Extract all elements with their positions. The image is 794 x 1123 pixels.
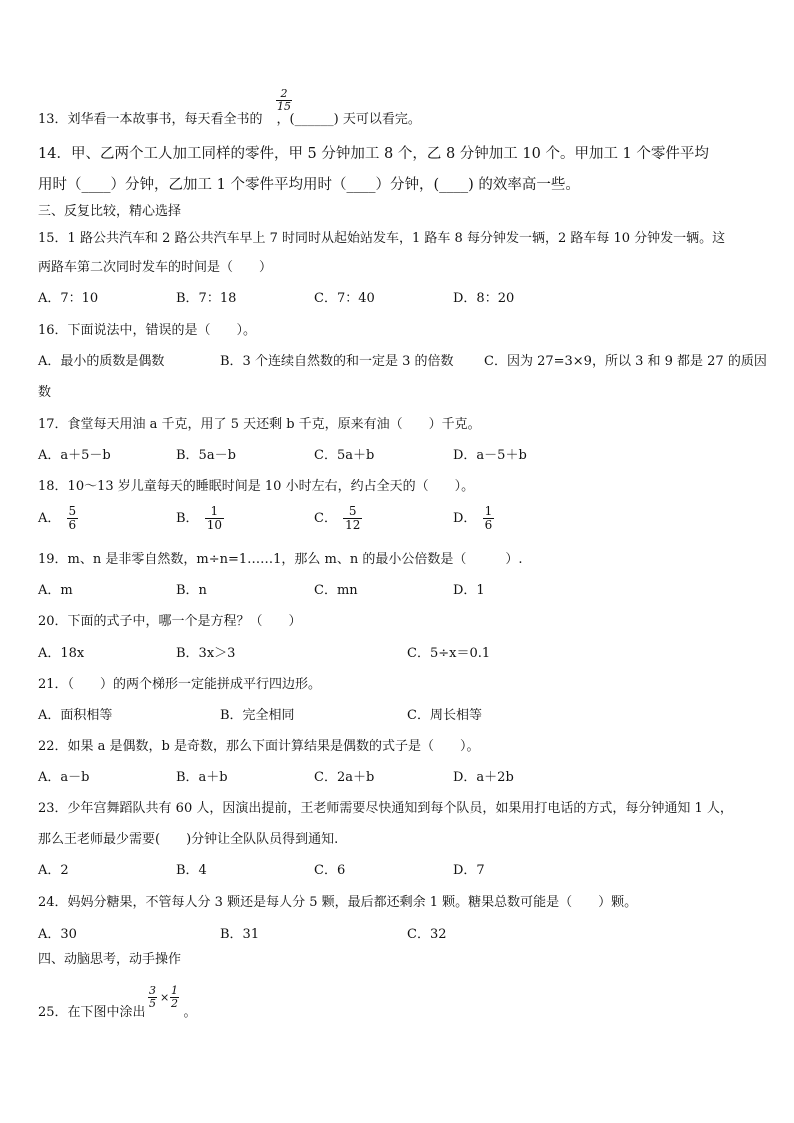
q18-option-a-label: A． [38, 511, 61, 526]
q13-fraction [276, 88, 292, 113]
fraction-denominator: 6 [484, 518, 493, 532]
q17-option-d[interactable]: D．a－5＋b [453, 448, 527, 463]
q19-option-a[interactable]: A．m [38, 583, 73, 598]
q17-option-a[interactable]: A．a＋5－b [38, 448, 111, 463]
question-23-line1: 23．少年宫舞蹈队共有 60 人，因演出提前，王老师需要尽快通知到每个队员，如果用打电话的方式，每分钟通知 1 人， [38, 801, 733, 816]
question-14-line1: 14．甲、乙两个工人加工同样的零件，甲 5 分钟加工 8 个，乙 8 分钟加工 10 个。甲加工 1 个零件平均 [38, 146, 709, 162]
q18-option-b-fraction [205, 505, 224, 532]
q23-option-a[interactable]: A．2 [38, 863, 69, 878]
q18-option-a[interactable] [38, 505, 80, 532]
q20-option-b[interactable]: B．3x＞3 [176, 646, 236, 661]
q24-option-a[interactable]: A．30 [38, 927, 77, 942]
q22-option-c[interactable]: C．2a＋b [314, 770, 375, 785]
q25-fraction-2-numerator: 1 [171, 984, 178, 997]
q15-option-d[interactable]: D．8：20 [453, 291, 515, 306]
fraction-numerator: 1 [484, 504, 493, 518]
fraction-denominator: 10 [206, 518, 222, 532]
q16-option-a[interactable]: A．最小的质数是偶数 [38, 354, 165, 369]
question-25-stem [38, 1004, 197, 1022]
question-16-stem: 16．下面说法中，错误的是（ ）。 [38, 323, 257, 338]
q19-option-c[interactable]: C．mn [314, 583, 358, 598]
q25-times-sign: × [160, 991, 170, 1004]
q18-option-a-fraction [67, 505, 79, 532]
question-14-line2: 用时（____）分钟，乙加工 1 个零件平均用时（____）分钟，(____) 的效率高一些。 [38, 177, 580, 193]
q13-fraction-numerator: 2 [280, 87, 288, 100]
q20-option-a[interactable]: A．18x [38, 646, 85, 661]
q18-option-d[interactable] [453, 505, 496, 532]
q18-option-d-label: D． [453, 511, 477, 526]
q17-option-c[interactable]: C．5a＋b [314, 448, 375, 463]
q15-option-c[interactable]: C．7：40 [314, 291, 375, 306]
q22-option-a[interactable]: A．a－b [38, 770, 90, 785]
q18-option-b-label: B． [176, 511, 199, 526]
q19-option-b[interactable]: B．n [176, 583, 207, 598]
section-3-heading: 三、反复比较，精心选择 [38, 204, 182, 219]
q25-fraction-2-denominator: 2 [171, 997, 178, 1010]
q15-option-b[interactable]: B．7：18 [176, 291, 237, 306]
q18-option-c-fraction [343, 505, 362, 532]
question-20-stem: 20．下面的式子中，哪一个是方程？（ ） [38, 614, 302, 629]
q23-option-c[interactable]: C．6 [314, 863, 346, 878]
q24-option-b[interactable]: B．31 [220, 927, 260, 942]
fraction-denominator: 6 [68, 518, 77, 532]
q16-option-c[interactable]: C．因为 27=3×9，所以 3 和 9 都是 27 的质因 [484, 354, 767, 369]
q22-option-d[interactable]: D．a＋2b [453, 770, 514, 785]
question-24-stem: 24．妈妈分糖果，不管每人分 3 颗还是每人分 5 颗，最后都还剩余 1 颗。糖果总数可能是（ ）颗。 [38, 895, 638, 910]
q18-option-b[interactable] [176, 505, 226, 532]
question-19-stem: 19．m、n 是非零自然数，m÷n=1……1，那么 m、n 的最小公倍数是（ ）. [38, 552, 523, 567]
q17-option-b[interactable]: B．5a－b [176, 448, 236, 463]
question-15-line1: 15．1 路公共汽车和 2 路公共汽车早上 7 时同时从起始站发车，1 路车 8 每分钟发一辆，2 路车每 10 分钟发一辆。这 [38, 231, 726, 246]
question-23-line2: 那么王老师最少需要( )分钟让全队队员得到通知. [38, 832, 339, 847]
q21-option-b[interactable]: B．完全相同 [220, 708, 295, 723]
q23-option-d[interactable]: D．7 [453, 863, 485, 878]
q25-stem: 25．在下图中涂出 [38, 1005, 146, 1020]
q18-option-c[interactable] [314, 505, 364, 532]
q18-option-d-fraction [483, 505, 495, 532]
fraction-denominator: 12 [345, 518, 361, 532]
question-15-line2: 两路车第二次同时发车的时间是（ ） [38, 260, 273, 275]
q25-stem-end: 。 [183, 1005, 197, 1020]
fraction-numerator: 5 [68, 504, 77, 518]
q24-option-c[interactable]: C．32 [407, 927, 447, 942]
q16-option-c-continuation: 数 [38, 385, 52, 400]
q22-option-b[interactable]: B．a＋b [176, 770, 228, 785]
q13-fraction-denominator: 15 [277, 100, 291, 113]
q20-option-c[interactable]: C．5÷x＝0.1 [407, 646, 491, 661]
fraction-numerator: 1 [210, 504, 219, 518]
q16-option-b[interactable]: B．3 个连续自然数的和一定是 3 的倍数 [220, 354, 454, 369]
q25-fraction-1-numerator: 3 [149, 984, 156, 997]
question-17-stem: 17．食堂每天用油 a 千克，用了 5 天还剩 b 千克，原来有油（ ）千克。 [38, 417, 481, 432]
q13-stem: 13．刘华看一本故事书，每天看全书的 [38, 112, 263, 127]
question-22-stem: 22．如果 a 是偶数，b 是奇数，那么下面计算结果是偶数的式子是（ ）。 [38, 739, 480, 754]
q23-option-b[interactable]: B．4 [176, 863, 207, 878]
q21-option-a[interactable]: A．面积相等 [38, 708, 113, 723]
q19-option-d[interactable]: D．1 [453, 583, 485, 598]
q15-option-a[interactable]: A．7：10 [38, 291, 99, 306]
question-18-stem: 18．10～13 岁儿童每天的睡眠时间是 10 小时左右，约占全天的（ ）。 [38, 479, 475, 494]
q18-option-c-label: C． [314, 511, 337, 526]
q13-stem-end: ，(______) 天可以看完。 [276, 112, 421, 127]
section-4-heading: 四、动脑思考，动手操作 [38, 952, 182, 967]
question-21-stem: 21．（ ）的两个梯形一定能拼成平行四边形。 [38, 677, 322, 692]
q21-option-c[interactable]: C．周长相等 [407, 708, 482, 723]
q25-fraction-1-denominator: 5 [149, 997, 156, 1010]
question-13 [38, 111, 421, 129]
fraction-numerator: 5 [348, 504, 357, 518]
